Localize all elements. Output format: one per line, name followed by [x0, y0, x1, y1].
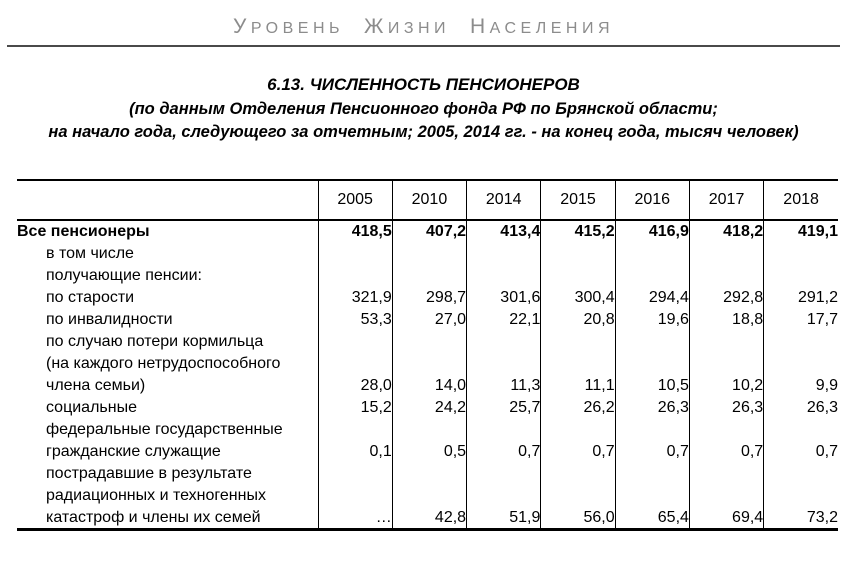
value-cell [689, 352, 763, 374]
row-label: Все пенсионеры [17, 223, 150, 240]
table-row [17, 484, 838, 506]
page-header [0, 0, 847, 39]
row-label: получающие пенсии: [46, 267, 202, 284]
row-label-column-header [17, 180, 318, 220]
table-number-title: 6.13. ЧИСЛЕННОСТЬ ПЕНСИОНЕРОВ [267, 75, 580, 94]
table-subtitle-line2: на начало года, следующего за отчетным; 2005, 2014 гг. - на конец года, тысяч человек) [48, 123, 799, 141]
value-cell: 9,9 [764, 374, 838, 396]
value-cell: 0,7 [615, 440, 689, 462]
value-cell: 418,5 [318, 220, 392, 242]
table-row [17, 418, 838, 440]
table-row [17, 286, 838, 308]
value-cell: 419,1 [764, 220, 838, 242]
value-cell [764, 264, 838, 286]
year-column-header: 2016 [615, 180, 689, 220]
value-cell [615, 418, 689, 440]
year-column-header: 2005 [318, 180, 392, 220]
value-cell [615, 484, 689, 506]
value-cell [392, 484, 466, 506]
value-cell [392, 330, 466, 352]
row-label: социальные [46, 399, 137, 416]
value-cell [615, 462, 689, 484]
value-cell: 56,0 [541, 506, 615, 528]
table-row [17, 462, 838, 484]
value-cell: 10,2 [689, 374, 763, 396]
value-cell [467, 484, 541, 506]
table-row [17, 506, 838, 528]
value-cell: 291,2 [764, 286, 838, 308]
table-header-row [17, 180, 838, 220]
value-cell [467, 242, 541, 264]
value-cell: 301,6 [467, 286, 541, 308]
pensioners-table-wrap [17, 179, 838, 531]
value-cell: 26,3 [689, 396, 763, 418]
value-cell [392, 242, 466, 264]
table-row [17, 330, 838, 352]
year-column-header: 2015 [541, 180, 615, 220]
value-cell: 28,0 [318, 374, 392, 396]
value-cell [467, 418, 541, 440]
table-row [17, 264, 838, 286]
value-cell: 24,2 [392, 396, 466, 418]
value-cell: 321,9 [318, 286, 392, 308]
value-cell [764, 330, 838, 352]
value-cell [541, 352, 615, 374]
value-cell [318, 418, 392, 440]
value-cell [392, 462, 466, 484]
value-cell: 18,8 [689, 308, 763, 330]
value-cell [689, 330, 763, 352]
value-cell: 0,5 [392, 440, 466, 462]
value-cell [689, 242, 763, 264]
value-cell [689, 462, 763, 484]
value-cell: 294,4 [615, 286, 689, 308]
year-column-header: 2014 [467, 180, 541, 220]
row-label: гражданские служащие [46, 443, 221, 460]
value-cell [689, 418, 763, 440]
value-cell [392, 352, 466, 374]
value-cell [689, 264, 763, 286]
value-cell [541, 330, 615, 352]
value-cell [615, 352, 689, 374]
row-label: члена семьи) [46, 377, 146, 394]
pensioners-table [17, 179, 838, 528]
value-cell [467, 352, 541, 374]
value-cell: 0,7 [541, 440, 615, 462]
section-title: УРОВЕНЬ ЖИЗНИ НАСЕЛЕНИЯ [232, 15, 614, 38]
row-label: (на каждого нетрудоспособного [46, 355, 281, 372]
value-cell [764, 484, 838, 506]
value-cell: 53,3 [318, 308, 392, 330]
value-cell: 26,3 [615, 396, 689, 418]
row-label: по инвалидности [46, 311, 173, 328]
year-column-header: 2018 [764, 180, 838, 220]
table-bottom-rule [17, 528, 838, 531]
row-label: пострадавшие в результате [46, 465, 252, 482]
value-cell [318, 330, 392, 352]
value-cell [467, 462, 541, 484]
value-cell: 407,2 [392, 220, 466, 242]
value-cell: 14,0 [392, 374, 466, 396]
value-cell: 51,9 [467, 506, 541, 528]
row-label: в том числе [46, 245, 134, 262]
value-cell [318, 264, 392, 286]
value-cell [467, 330, 541, 352]
word-initial: У [232, 15, 251, 38]
value-cell [541, 242, 615, 264]
value-cell: 0,7 [689, 440, 763, 462]
value-cell: 0,7 [764, 440, 838, 462]
value-cell [764, 462, 838, 484]
value-cell: 73,2 [764, 506, 838, 528]
value-cell: 15,2 [318, 396, 392, 418]
value-cell: 11,3 [467, 374, 541, 396]
table-row [17, 352, 838, 374]
word-initial: Н [470, 15, 490, 38]
value-cell [615, 264, 689, 286]
table-title-block [0, 74, 847, 144]
table-row [17, 396, 838, 418]
row-label: федеральные государственные [46, 421, 283, 438]
year-column-header: 2017 [689, 180, 763, 220]
value-cell [392, 264, 466, 286]
value-cell: 25,7 [467, 396, 541, 418]
value-cell: 11,1 [541, 374, 615, 396]
value-cell [615, 330, 689, 352]
value-cell: 415,2 [541, 220, 615, 242]
value-cell [764, 352, 838, 374]
year-column-header: 2010 [392, 180, 466, 220]
value-cell: 20,8 [541, 308, 615, 330]
value-cell [541, 462, 615, 484]
value-cell: 292,8 [689, 286, 763, 308]
value-cell [541, 264, 615, 286]
value-cell: 300,4 [541, 286, 615, 308]
value-cell [764, 418, 838, 440]
value-cell [318, 352, 392, 374]
table-row [17, 220, 838, 242]
value-cell [541, 484, 615, 506]
value-cell: 26,3 [764, 396, 838, 418]
value-cell [318, 484, 392, 506]
table-row [17, 242, 838, 264]
value-cell [689, 484, 763, 506]
value-cell: 0,1 [318, 440, 392, 462]
value-cell: 69,4 [689, 506, 763, 528]
value-cell: 42,8 [392, 506, 466, 528]
table-body [17, 220, 838, 528]
row-label: по старости [46, 289, 135, 306]
table-row [17, 374, 838, 396]
value-cell: 22,1 [467, 308, 541, 330]
value-cell: 298,7 [392, 286, 466, 308]
value-cell: 19,6 [615, 308, 689, 330]
value-cell [467, 264, 541, 286]
value-cell [318, 242, 392, 264]
row-label: по случаю потери кормильца [46, 333, 264, 350]
table-row [17, 440, 838, 462]
value-cell: 10,5 [615, 374, 689, 396]
value-cell: 416,9 [615, 220, 689, 242]
table-row [17, 308, 838, 330]
value-cell: 0,7 [467, 440, 541, 462]
value-cell [318, 462, 392, 484]
word-initial: Ж [363, 15, 388, 38]
value-cell [764, 242, 838, 264]
value-cell: 27,0 [392, 308, 466, 330]
value-cell: 65,4 [615, 506, 689, 528]
row-label: радиационных и техногенных [46, 487, 266, 504]
value-cell [392, 418, 466, 440]
value-cell: 17,7 [764, 308, 838, 330]
table-subtitle-line1: (по данным Отделения Пенсионного фонда РФ по Брянской области; [129, 100, 718, 118]
header-rule [7, 45, 840, 47]
value-cell: … [318, 506, 392, 528]
value-cell: 418,2 [689, 220, 763, 242]
value-cell: 26,2 [541, 396, 615, 418]
value-cell: 413,4 [467, 220, 541, 242]
value-cell [541, 418, 615, 440]
row-label: катастроф и члены их семей [46, 509, 261, 526]
value-cell [615, 242, 689, 264]
